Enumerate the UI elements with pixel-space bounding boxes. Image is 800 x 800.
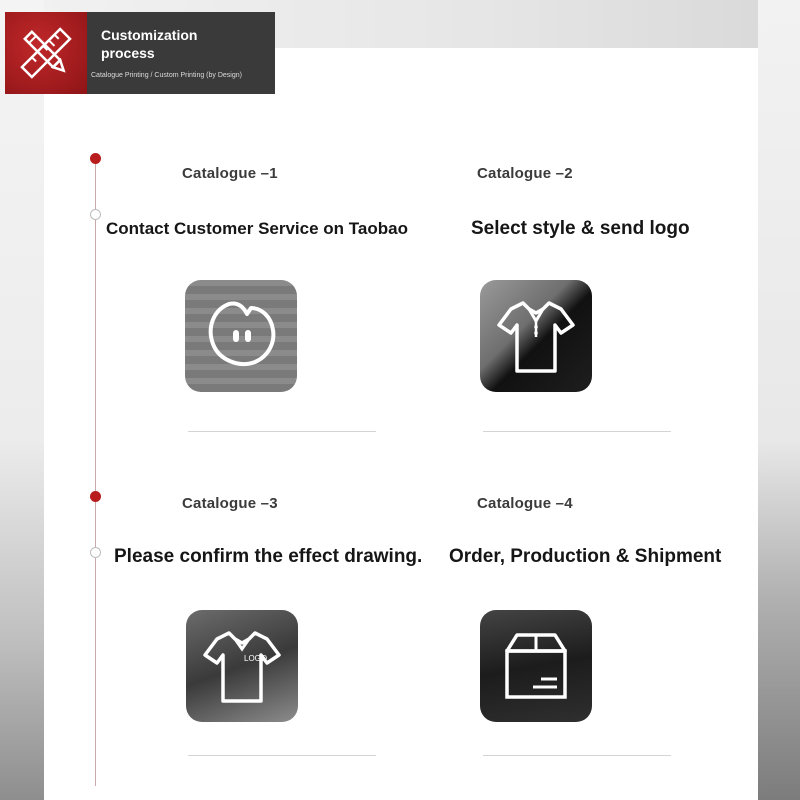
divider — [483, 431, 671, 432]
divider — [483, 755, 671, 756]
divider — [188, 431, 376, 432]
section-header — [5, 12, 275, 94]
step-3-title: Please confirm the effect drawing. — [114, 546, 423, 567]
background-right — [758, 0, 800, 800]
step-2-title: Select style & send logo — [471, 218, 690, 239]
step-3-label: Catalogue –3 — [182, 495, 278, 512]
package-box-icon — [480, 610, 592, 722]
step-1-label: Catalogue –1 — [182, 165, 278, 182]
step-4-title: Order, Production & Shipment — [449, 546, 722, 567]
header-title: Customization process — [101, 27, 198, 61]
divider — [188, 755, 376, 756]
logo-shirt-icon — [186, 610, 298, 722]
content-panel — [44, 48, 758, 800]
chat-bubble-icon — [185, 280, 297, 392]
ruler-pencil-icon — [5, 12, 87, 94]
timeline-line — [95, 158, 96, 786]
timeline-dot-red — [90, 153, 101, 164]
icon-logo-text: LOGO — [244, 654, 268, 663]
timeline-dot-red — [90, 491, 101, 502]
polo-shirt-icon — [480, 280, 592, 392]
header-subtitle: Catalogue Printing / Custom Printing (by Design) — [91, 72, 242, 79]
timeline-dot-ring — [90, 209, 101, 220]
timeline-dot-ring — [90, 547, 101, 558]
step-4-label: Catalogue –4 — [477, 495, 573, 512]
background-left — [0, 0, 44, 800]
step-1-title: Contact Customer Service on Taobao — [106, 219, 408, 238]
step-2-label: Catalogue –2 — [477, 165, 573, 182]
